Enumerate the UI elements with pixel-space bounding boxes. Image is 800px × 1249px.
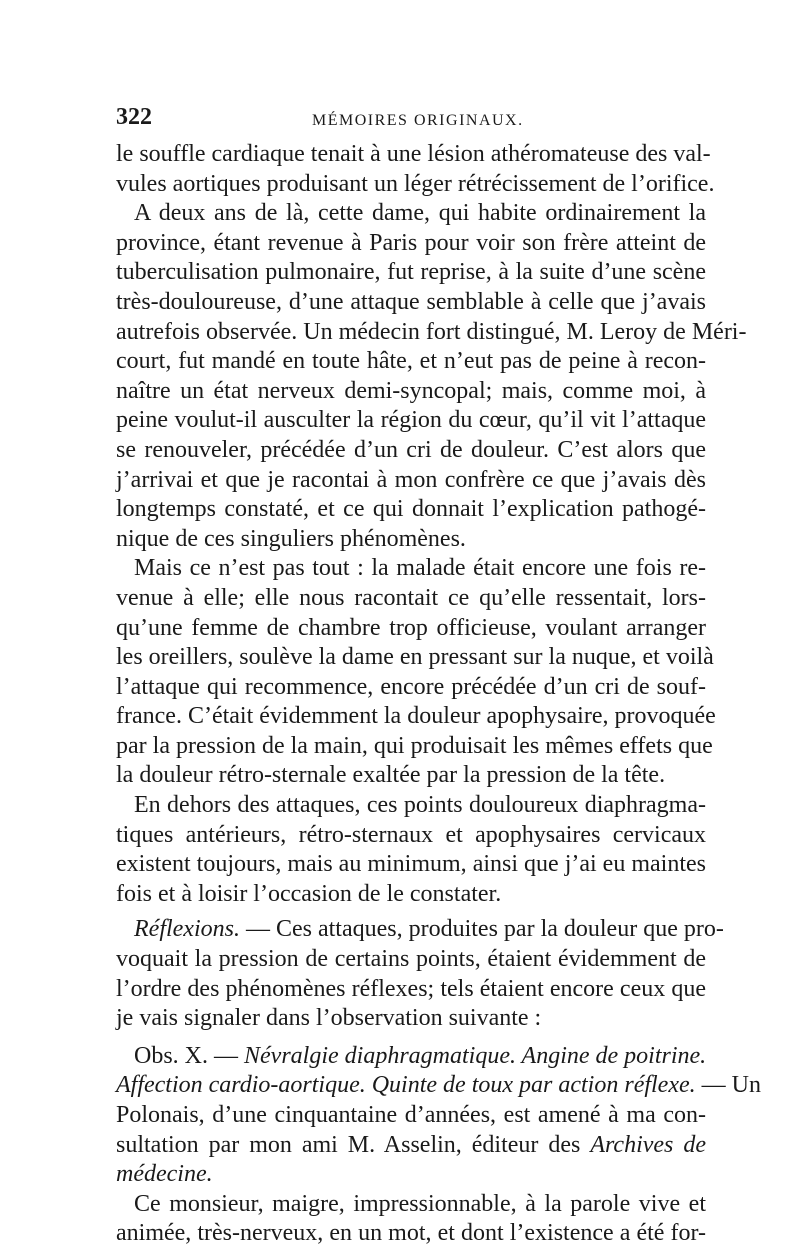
text-line <box>116 915 724 945</box>
text-line: la douleur rétro-sternale exaltée par la pression de la tête. <box>116 762 666 789</box>
text-line: Mais ce n’est pas tout : la malade était encore une fois re- <box>134 555 706 582</box>
text-line: très-douloureuse, d’une attaque semblable à celle que j’avais <box>116 288 706 315</box>
text-line: court, fut mandé en toute hâte, et n’eut pas de peine à recon- <box>116 348 706 375</box>
text-line: vules aortiques produisant un léger rétrécissement de l’orifice. <box>116 170 715 197</box>
text-line: je vais signaler dans l’observation suivante : <box>116 1005 542 1032</box>
text-line: qu’une femme de chambre trop officieuse, voulant arranger <box>116 614 706 641</box>
paragraph-1 <box>116 140 715 199</box>
dash: — <box>208 1042 245 1069</box>
paragraph-3 <box>116 554 716 791</box>
paragraph-2 <box>116 199 747 554</box>
text-line: nique de ces singuliers phénomènes. <box>116 525 466 552</box>
paragraph-observation <box>116 1042 761 1190</box>
text-line: tuberculisation pulmonaire, fut reprise, à la suite d’une scène <box>116 259 706 286</box>
text-line: par la pression de la main, qui produisait les mêmes effets que <box>116 732 713 759</box>
observation-text: — Un <box>695 1072 761 1099</box>
text-line: Polonais, d’une cinquantaine d’années, est amené à ma con- <box>116 1102 706 1128</box>
text-line: se renouveler, précédée d’un cri de douleur. C’est alors que <box>116 436 706 463</box>
reflexions-label: Réflexions. <box>134 916 240 943</box>
text-line <box>116 1071 761 1101</box>
paragraph-reflexions <box>116 915 724 1033</box>
text-line <box>116 1042 706 1072</box>
text-line: fois et à loisir l’occasion de le constater. <box>116 880 502 907</box>
text-line: venue à elle; elle nous racontait ce qu’elle ressentait, lors- <box>116 584 706 611</box>
journal-title-cont: médecine. <box>116 1161 213 1188</box>
observation-label: Obs. X. <box>134 1042 209 1069</box>
text-line: naître un état nerveux demi-syncopal; mais, comme moi, à <box>116 377 706 404</box>
text-line: Ce monsieur, maigre, impressionnable, à la parole vive et <box>134 1190 706 1217</box>
page-number: 322 <box>116 104 152 130</box>
text-line: A deux ans de là, cette dame, qui habite ordinairement la <box>134 200 706 227</box>
paragraph-4 <box>116 791 706 909</box>
text-line: l’attaque qui recommence, encore précédée d’un cri de souf- <box>116 673 706 700</box>
running-title: MÉMOIRES ORIGINAUX. <box>312 112 524 129</box>
text-line: existent toujours, mais au minimum, ainsi que j’ai eu maintes <box>116 851 706 878</box>
text-line: france. C’était évidemment la douleur apophysaire, provoquée <box>116 703 716 730</box>
text-line: l’ordre des phénomènes réflexes; tels étaient encore ceux que <box>116 975 706 1002</box>
text-line <box>116 1160 706 1190</box>
text-line: longtemps constaté, et ce qui donnait l’explication pathogé- <box>116 496 706 523</box>
reflexions-text: — Ces attaques, produites par la douleur que pro- <box>239 916 724 943</box>
journal-title: Archives de <box>590 1131 707 1158</box>
text-line: j’arrivai et que je racontai à mon confrère ce que j’avais dès <box>116 466 706 493</box>
text-line <box>116 1131 706 1161</box>
observation-title: Névralgie diaphragmatique. Angine de poitrine. <box>244 1042 707 1069</box>
text-line: voquait la pression de certains points, étaient évidemment de <box>116 946 706 973</box>
text-line: province, étant revenue à Paris pour voir son frère atteint de <box>116 229 706 256</box>
text-line: les oreillers, soulève la dame en pressant sur la nuque, et voilà <box>116 644 714 671</box>
observation-text: sultation par mon ami M. Asselin, éditeur des <box>116 1131 591 1158</box>
page-header <box>116 104 706 134</box>
text-line: autrefois observée. Un médecin fort distingué, M. Leroy de Méri- <box>116 318 747 345</box>
paragraph-7 <box>116 1190 706 1249</box>
text-line: En dehors des attaques, ces points douloureux diaphragma- <box>134 792 706 819</box>
observation-title-cont: Affection cardio-aortique. Quinte de toux par action réflexe. <box>116 1072 696 1099</box>
text-line: le souffle cardiaque tenait à une lésion athéromateuse des val- <box>116 141 711 167</box>
text-line: peine voulut-il ausculter la région du cœur, qu’il vit l’attaque <box>116 407 706 434</box>
text-line: animée, très-nerveux, en un mot, et dont l’existence a été for- <box>116 1220 706 1247</box>
body-text <box>116 140 761 1249</box>
text-line: tiques antérieurs, rétro-sternaux et apophysaires cervicaux <box>116 821 706 848</box>
